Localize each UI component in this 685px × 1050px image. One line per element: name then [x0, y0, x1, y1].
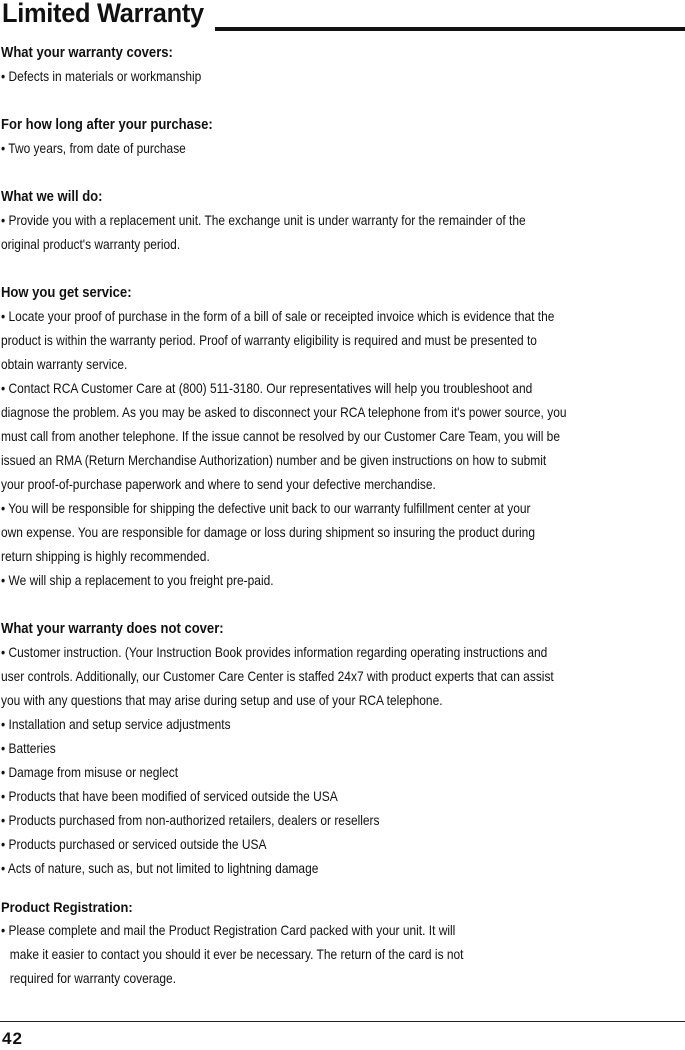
body-line: make it easier to contact you should it ever be necessary. The return of the card is not — [9, 947, 464, 962]
body-line: • Customer instruction. (Your Instruction Book provides information regarding operating instructions and — [1, 645, 548, 660]
bullet-line: • Batteries — [1, 741, 56, 756]
section-what-we-do — [1, 185, 685, 257]
body-line: product is within the warranty period. Proof of warranty eligibility is required and must be presented to — [1, 333, 537, 348]
bullet-line: • Installation and setup service adjustments — [1, 717, 231, 732]
page-title: Limited Warranty — [2, 0, 204, 28]
section-covers — [1, 41, 685, 89]
body-line: required for warranty coverage. — [9, 971, 177, 986]
section-registration — [1, 895, 685, 991]
bullet-line: • Damage from misuse or neglect — [1, 765, 179, 780]
body-line: own expense. You are responsible for damage or loss during shipment so insuring the product during — [1, 525, 535, 540]
section-heading: What your warranty does not cover: — [1, 621, 224, 637]
body-line: • You will be responsible for shipping the defective unit back to our warranty fulfillment center at your — [1, 501, 531, 516]
body-line: user controls. Additionally, our Customer Care Center is staffed 24x7 with product experts that can assist — [1, 669, 554, 684]
section-heading: Product Registration: — [1, 899, 133, 915]
body-line: issued an RMA (Return Merchandise Authorization) number and be given instructions on how to submit — [1, 453, 547, 468]
title-bar — [0, 0, 685, 34]
warranty-content — [1, 41, 685, 991]
bullet-line: • Please complete and mail the Product Registration Card packed with your unit. It will — [1, 923, 456, 938]
bullet-line: • Products purchased or serviced outside the USA — [1, 837, 267, 852]
body-line: • Provide you with a replacement unit. The exchange unit is under warranty for the remainder of the — [1, 213, 526, 228]
footer-rule — [0, 1021, 685, 1022]
body-line: obtain warranty service. — [1, 357, 128, 372]
body-line: your proof-of-purchase paperwork and where to send your defective merchandise. — [1, 477, 436, 492]
body-line: • Locate your proof of purchase in the form of a bill of sale or receipted invoice which is evidence that the — [1, 309, 555, 324]
body-line: • We will ship a replacement to you freight pre-paid. — [1, 573, 274, 588]
bullet-line: • Products purchased from non-authorized retailers, dealers or resellers — [1, 813, 380, 828]
section-heading: How you get service: — [1, 285, 132, 301]
body-line: • Contact RCA Customer Care at (800) 511-3180. Our representatives will help you troubleshoot and — [1, 381, 533, 396]
section-heading: What your warranty covers: — [1, 45, 173, 61]
section-duration — [1, 113, 685, 161]
bullet-line: • Two years, from date of purchase — [1, 141, 186, 156]
title-underline-rule — [215, 27, 685, 31]
body-line: diagnose the problem. As you may be asked to disconnect your RCA telephone from it's power source, you — [1, 405, 567, 420]
section-heading: What we will do: — [1, 189, 103, 205]
section-not-covered — [1, 617, 685, 881]
section-heading: For how long after your purchase: — [1, 117, 213, 133]
bullet-line: • Products that have been modified of serviced outside the USA — [1, 789, 338, 804]
body-line: return shipping is highly recommended. — [1, 549, 210, 564]
bullet-line: • Defects in materials or workmanship — [1, 69, 202, 84]
page-number: 42 — [2, 1029, 23, 1048]
body-line: you with any questions that may arise during setup and use of your RCA telephone. — [1, 693, 443, 708]
section-service — [1, 281, 685, 593]
bullet-line: • Acts of nature, such as, but not limited to lightning damage — [1, 861, 319, 876]
body-line: original product's warranty period. — [1, 237, 181, 252]
body-line: must call from another telephone. If the issue cannot be resolved by our Customer Care Team, you will be — [1, 429, 560, 444]
